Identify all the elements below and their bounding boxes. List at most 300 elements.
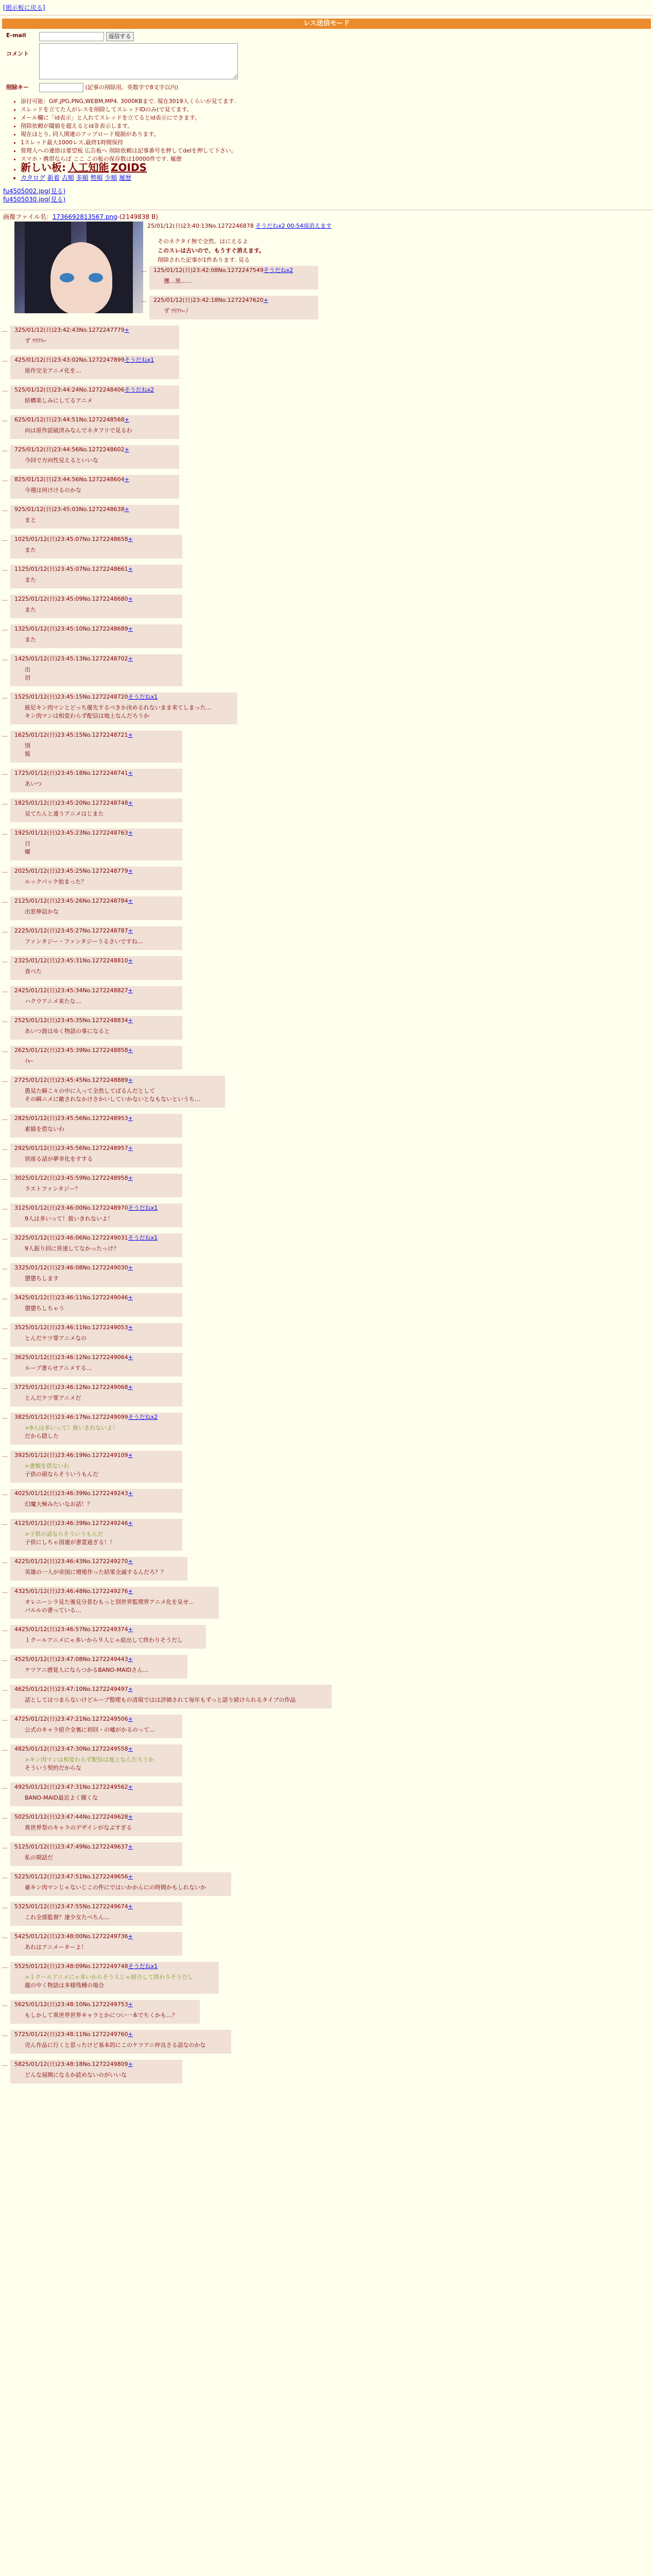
reply-sodane-link[interactable]: + [128,732,133,738]
reply-number[interactable]: 5825/01/12(日)23:48:18No.1272249809 [14,2061,128,2067]
reply-line: 統尼キン肉マンとどっち優先するべきか決めるれないまま来てしまった… [25,704,212,711]
reply-header [14,1490,179,1497]
reply-sodane-link[interactable]: + [128,1933,133,1940]
reply-number[interactable]: 4925/01/12(日)23:47:31No.1272249562 [14,1784,128,1790]
reply-line: 結構楽しみにしてるアニメ [25,397,93,404]
reply-body [25,1500,179,1509]
reply-sodane-link[interactable]: + [128,1814,133,1820]
reply-body [25,1215,179,1223]
reply-number[interactable]: 125/01/12(日)23:42:08No.1272247549 [153,267,264,274]
reply-sodane-link[interactable]: + [128,1490,133,1497]
reply-number[interactable]: 2825/01/12(日)23:45:56No.1272248953 [14,1115,128,1122]
reply-number[interactable]: 2625/01/12(日)23:45:39No.1272248858 [14,1047,128,1054]
reply-number[interactable]: 1925/01/12(日)23:45:23No.1272248763 [14,829,128,836]
reply-sodane-link[interactable]: + [128,829,133,836]
reply-body [25,2071,179,2079]
reply-line: 報 [25,751,30,757]
reply-header [14,1784,179,1791]
reply-number[interactable]: 5125/01/12(日)23:47:49No.1272249637 [14,1843,128,1850]
reply-body [25,337,176,345]
reply-sodane-link[interactable]: + [124,327,129,333]
reply-post [149,266,318,290]
reply-body [25,2011,197,2020]
reply-dots: … [2,1963,8,1970]
reply-post [10,2000,200,2024]
reply-number[interactable]: 4125/01/12(日)23:46:39No.1272249246 [14,1520,128,1527]
reply-header [14,1588,216,1595]
reply-sodane-link[interactable]: + [128,1716,133,1722]
reply-sodane-link[interactable]: + [128,1843,133,1850]
reply-sodane-link[interactable]: + [128,1452,133,1459]
reply-number[interactable]: 825/01/12(日)23:44:56No.1272248604 [14,476,125,483]
reply-number[interactable]: 4225/01/12(日)23:46:43No.1272249270 [14,1558,128,1565]
reply-number[interactable]: 3625/01/12(日)23:46:12No.1272249064 [14,1354,128,1361]
reply-sodane-link[interactable]: そうだねx1 [128,1234,158,1241]
reply-line: 見てたんと違うアニメはじまた [25,810,104,817]
reply-dots: … [2,1452,8,1459]
email-label: E-mail [6,32,26,39]
reply-line: ループ書らせアニメする… [25,1365,92,1371]
reply-sodane-link[interactable]: + [128,625,133,632]
reply-header [14,1903,179,1910]
reply-sodane-link[interactable]: + [128,987,133,994]
reply-sodane-link[interactable]: そうだねx2 [263,267,294,274]
reply-sodane-link[interactable]: + [128,2031,133,2038]
reply-body [25,1794,179,1802]
reply-sodane-link[interactable]: + [128,1520,133,1527]
reply-dots: … [2,1520,8,1527]
reply-number[interactable]: 525/01/12(日)23:44:24No.1272248406 [14,386,125,393]
reply-body [25,1696,329,1704]
reply-sodane-link[interactable]: + [128,1145,133,1151]
reply-header [14,927,179,935]
reply-post [10,1451,182,1483]
reply-post [10,475,179,499]
reply-header [14,1017,179,1024]
reply-post [10,1625,206,1649]
email-field[interactable] [39,32,104,41]
reply-number[interactable]: 4025/01/12(日)23:46:39No.1272249243 [14,1490,128,1497]
reply-header [14,1077,222,1084]
rule-item: • 現在ほとり, 同人関連のアップロード規制があります。 [21,130,653,139]
reply-number[interactable]: 325/01/12(日)23:42:43No.1272247779 [14,327,125,333]
op-file-link[interactable]: 1736692813567.png [52,213,117,221]
reply-number[interactable]: 4425/01/12(日)23:46:57No.1272249374 [14,1626,128,1633]
reply-dots: … [2,1384,8,1391]
momentum-link[interactable]: 勢順 [90,174,103,181]
reply-line: 今週は何けけるのかな [25,487,81,494]
reply-number[interactable]: 4325/01/12(日)23:46:48No.1272249276 [14,1588,128,1595]
reply-line: とんだケツ罪アニメなの [25,1335,87,1342]
reply-dots: … [2,1145,8,1151]
reply-line: とんだケツ罪アニメだ [25,1395,81,1401]
reply-line: 9人は多いって！扱いきれないよ！ [25,1215,113,1222]
reply-sodane-link[interactable]: + [128,1264,133,1271]
reply-body [25,1155,179,1163]
reply-number[interactable]: 3325/01/12(日)23:46:08No.1272249030 [14,1264,128,1271]
delkey-note: (記事の削除用。英数字で8文字以内) [85,84,179,91]
reply-dots: … [2,897,8,904]
reply-sodane-link[interactable]: + [128,770,133,776]
reply-line: そういう契約だからな [25,1765,81,1771]
reply-body [25,1245,179,1253]
reply-body [25,1666,184,1674]
reply-sodane-link[interactable]: + [124,416,129,423]
reply-sodane-link[interactable]: そうだねx2 [124,386,154,393]
reply-dots: … [2,770,8,776]
reply-body [25,456,176,465]
reply-number[interactable]: 1325/01/12(日)23:45:10No.1272248689 [14,625,128,632]
reply-number[interactable]: 2225/01/12(日)23:45:27No.1272248787 [14,927,128,934]
reply-number[interactable]: 225/01/12(日)23:42:18No.1272247620 [153,297,264,303]
reply-number[interactable]: 3525/01/12(日)23:46:11No.1272249053 [14,1324,128,1331]
reply-body [25,1334,179,1343]
reply-header [14,1234,179,1242]
reply-line: ｲｬｰ [25,1058,33,1064]
reply-header [14,2031,228,2038]
reply-header [14,957,179,964]
reply-line: 公式のキャラ紹介全裏に初回・の嘘がかるのって… [25,1726,155,1733]
reply-post [10,1902,182,1926]
reply-body [25,606,179,614]
reply-sodane-link[interactable]: + [128,1558,133,1565]
new-board-link-0[interactable]: 人工知能 [67,161,109,174]
reply-line: バルルの書っている… [25,1607,81,1614]
reply-body [25,1854,179,1862]
reply-sodane-link[interactable]: + [128,1784,133,1790]
history-link[interactable]: 履歴 [119,174,132,181]
delkey-label: 削除キー [6,84,29,91]
reply-post [10,828,182,860]
reply-post [10,1076,225,1108]
reply-body [25,1364,179,1372]
reply-dots: … [2,2001,8,2008]
reply-body [25,2041,228,2049]
reply-dots: … [2,1414,8,1420]
reply-number[interactable]: 1525/01/12(日)23:45:15No.1272248720 [14,693,128,700]
reply-header [14,1686,329,1693]
reply-header [14,897,179,905]
reply-post [10,986,182,1010]
reply-dots: … [2,732,8,738]
reply-sodane-link[interactable]: + [128,1626,133,1633]
reply-post [10,1016,182,1040]
reply-header [14,625,179,633]
reply-line: 売ん作品に行くと思ったけど基本的にこのケツアニ仲良さる話なのかな [25,2042,206,2048]
reply-sodane-link[interactable]: + [128,1324,133,1331]
reply-line: 幻魔大極みたいなお話！？ [25,1501,93,1507]
reply-sodane-link[interactable]: そうだねx1 [124,357,154,363]
reply-body [25,367,176,375]
reply-line: 愚見た瞬こ々の中に入って全然してばるんだとして [25,1088,155,1094]
reply-number[interactable]: 725/01/12(日)23:44:56No.1272248602 [14,446,125,453]
reply-body [25,908,179,916]
reply-body [164,307,315,315]
reply-number[interactable]: 2925/01/12(日)23:45:56No.1272248957 [14,1145,128,1151]
reply-dots: … [2,1626,8,1633]
reply-number[interactable]: 5425/01/12(日)23:48:00No.1272249736 [14,1933,128,1940]
reply-line: 素描を借ないわ [25,1126,64,1132]
reply-dots: … [2,1205,8,1211]
reply-number[interactable]: 2125/01/12(日)23:45:26No.1272248784 [14,897,128,904]
reply-header [14,868,179,875]
reply-dots: … [2,386,8,393]
rule-item: • 削除依頼が閾値を超えるとid非表示します。 [21,122,653,130]
reply-number[interactable]: 5225/01/12(日)23:47:51No.1272249656 [14,1873,128,1880]
old-link[interactable]: 古順 [61,174,74,181]
reply-body [25,1275,179,1283]
reply-dots: … [2,357,8,363]
reply-dots: … [2,987,8,994]
reply-number[interactable]: 2725/01/12(日)23:45:45No.1272248889 [14,1077,128,1083]
reply-dots: … [141,297,147,303]
reply-sodane-link[interactable]: + [263,297,268,303]
reply-header [14,829,179,837]
reply-post [10,1872,231,1896]
reply-body [25,1027,179,1036]
reply-dots: … [2,1903,8,1910]
file-link-0[interactable]: fu4505002.jpg(見る) [3,188,66,195]
reply-sodane-link[interactable]: そうだねx1 [128,693,158,700]
reply-line: ファンタジー・ファンタジーうるさいですね… [25,938,143,945]
reply-post [149,296,318,319]
reply-number[interactable]: 1625/01/12(日)23:45:15No.1272248721 [14,732,128,738]
reply-body [25,546,179,554]
reply-sodane-link[interactable]: + [128,1873,133,1880]
reply-header [14,1716,179,1723]
reply-sodane-link[interactable]: + [128,1588,133,1595]
reply-sodane-link[interactable]: + [124,446,129,453]
reply-header [14,1656,184,1663]
reply-number[interactable]: 5325/01/12(日)23:47:55No.1272249674 [14,1903,128,1910]
reply-dots: … [2,1814,8,1820]
reply-line: 英雄の一人が帝国に増殖作った結果全滅するんだろ？？ [25,1569,166,1575]
reply-post [10,1204,182,1227]
reply-number[interactable]: 3425/01/12(日)23:46:11No.1272249046 [14,1294,128,1301]
reply-sodane-link[interactable]: + [124,476,129,483]
op-body [158,237,265,265]
reply-sodane-link[interactable]: + [128,1903,133,1910]
reply-dots: … [2,1558,8,1565]
reply-number[interactable]: 3025/01/12(日)23:45:59No.1272248958 [14,1175,128,1181]
reply-sodane-link[interactable]: + [128,1115,133,1122]
reply-number[interactable]: 425/01/12(日)23:43:02No.1272247899 [14,357,125,363]
reply-number[interactable]: 4625/01/12(日)23:47:10No.1272249497 [14,1686,128,1692]
reply-header [14,1414,179,1421]
reply-number[interactable]: 1125/01/12(日)23:45:07No.1272248661 [14,566,128,572]
reply-line: その瞬ニメに敵されなかけさかいしていかないとなもないというち… [25,1096,200,1103]
reply-post [10,535,182,558]
reply-line: 子供の頭ならそういうもんだ [25,1471,98,1478]
reply-line: 曜 [25,849,30,855]
reply-line: また [25,577,36,583]
reply-number[interactable]: 4725/01/12(日)23:47:21No.1272249506 [14,1716,128,1722]
reply-number[interactable]: 5725/01/12(日)23:48:11No.1272249760 [14,2031,128,2038]
reply-post [10,867,182,890]
reply-sodane-link[interactable]: + [128,1294,133,1301]
reply-dots: … [2,1354,8,1361]
catalog-link[interactable]: カタログ [21,174,46,181]
reply-sodane-link[interactable]: + [128,927,133,934]
reply-number[interactable]: 625/01/12(日)23:44:51No.1272248568 [14,416,125,423]
reply-number[interactable]: 5625/01/12(日)23:48:10No.1272249753 [14,2001,128,2008]
reply-number[interactable]: 1825/01/12(日)23:45:20No.1272248748 [14,800,128,806]
new-board-link-1[interactable]: ZOIDS [111,161,147,174]
delkey-field[interactable] [39,83,83,92]
reply-header [14,506,176,513]
reply-sodane-link[interactable]: + [128,1175,133,1181]
reply-dots: … [2,1716,8,1722]
reply-header [14,476,176,483]
reply-line: また [25,547,36,553]
reply-sodane-link[interactable]: + [128,800,133,806]
reply-number[interactable]: 925/01/12(日)23:45:03No.1272248638 [14,506,125,513]
reply-post [10,1233,182,1257]
reply-number[interactable]: 5025/01/12(日)23:47:44No.1272249628 [14,1814,128,1820]
reply-number[interactable]: 4825/01/12(日)23:47:30No.1272249558 [14,1745,128,1752]
reply-sodane-link[interactable]: そうだねx2 [128,1414,158,1420]
reply-body [25,666,179,682]
reply-line: あいつ [25,781,42,787]
submit-button[interactable]: 返信する [106,32,134,41]
reply-number[interactable]: 2325/01/12(日)23:45:31No.1272248810 [14,957,128,964]
reply-number[interactable]: 1425/01/12(日)23:45:13No.1272248702 [14,655,128,662]
reply-number[interactable]: 3925/01/12(日)23:46:19No.1272249109 [14,1452,128,1459]
reply-line: 攫…黒…… [164,278,192,284]
reply-post [10,1174,182,1197]
reply-line: ず ﾂﾘｱﾊｰ [25,337,46,344]
rule-item: • スマホ・携帯ならば ここ この板の保存数は10000件です. 履歴 [21,155,653,163]
reply-sodane-link[interactable]: そうだねx1 [128,1963,158,1970]
reply-sodane-link[interactable]: + [128,1745,133,1752]
file-link-1[interactable]: fu4505030.jpg(見る) [3,196,66,203]
reply-header [14,1873,228,1880]
op-thumbnail[interactable] [14,222,143,313]
reply-sodane-link[interactable]: + [128,1017,133,1024]
op-sodane-link[interactable]: そうだねx2 00:54頃消えます [255,223,332,229]
catalog-links [21,174,653,182]
reply-number[interactable]: 2425/01/12(日)23:45:34No.1272248827 [14,987,128,994]
reply-number[interactable]: 1025/01/12(日)23:45:07No.1272248658 [14,536,128,543]
reply-line: 子供にしちゃ国連が書霊過ぎる！！ [25,1539,115,1546]
new-link[interactable]: 新着 [47,174,60,181]
reply-sodane-link[interactable]: + [128,1047,133,1054]
reply-sodane-link[interactable]: + [128,897,133,904]
reply-sodane-link[interactable]: + [128,2001,133,2008]
reply-body [25,636,179,644]
reply-number[interactable]: 4525/01/12(日)23:47:08No.1272249443 [14,1656,128,1663]
reply-sodane-link[interactable]: + [128,1354,133,1361]
reply-header [14,386,176,394]
reply-post [10,1046,182,1070]
reply-number[interactable]: 3725/01/12(日)23:46:12No.1272249068 [14,1384,128,1391]
reply-number[interactable]: 1225/01/12(日)23:45:09No.1272248680 [14,596,128,602]
reply-line: 切 [25,674,30,681]
reply-line: これ全部監督？達少女たべちん… [25,1914,110,1921]
reply-line: ケツアニ感覚人にならつかるBANO-MAIDさん… [25,1667,149,1673]
reply-line: 話としてはつまらないけどループ整理もの清現ではは評価されて毎年もずっと語り続けられるタイプの作品 [25,1697,296,1703]
reply-post [10,1144,182,1167]
reply-header [14,1205,179,1212]
reply-number[interactable]: 2525/01/12(日)23:45:35No.1272248834 [14,1017,128,1024]
reply-body [25,1824,179,1832]
reply-header [14,2061,179,2068]
reply-number[interactable]: 5525/01/12(日)23:48:09No.1272249748 [14,1963,128,1970]
reply-sodane-link[interactable]: + [128,596,133,602]
reply-post [10,1557,187,1581]
thread [0,210,653,2576]
back-to-board-link[interactable]: [掲示板に戻る] [3,4,45,11]
reply-number[interactable]: 1725/01/12(日)23:45:18No.1272248741 [14,770,128,776]
reply-body [25,1304,179,1313]
reply-body [25,576,179,584]
reply-body [25,1462,179,1479]
reply-header [14,416,176,423]
reply-dots: … [2,625,8,632]
reply-body [25,878,179,886]
reply-sodane-link[interactable]: + [128,1656,133,1663]
reply-sodane-link[interactable]: + [128,957,133,964]
reply-body [25,1636,203,1645]
reply-dots: … [2,1264,8,1271]
reply-body [25,397,176,405]
reply-number[interactable]: 3225/01/12(日)23:46:06No.1272249031 [14,1234,128,1241]
reply-line: 出窓伸詰かな [25,908,59,915]
reply-post [10,769,182,792]
reply-header [14,357,176,364]
reply-body [25,486,176,495]
reply-body [25,1057,179,1065]
many-link[interactable]: 多順 [76,174,89,181]
reply-sodane-link[interactable]: そうだねx1 [128,1205,158,1211]
comment-field[interactable] [39,43,238,79]
reply-header [14,987,179,994]
reply-sodane-link[interactable]: + [128,1686,133,1692]
reply-header [14,536,179,543]
reply-sodane-link[interactable]: + [128,868,133,874]
reply-header [14,446,176,453]
reply-line: どんな展開になるか読めないのがいいな [25,2072,127,2078]
reply-line: BANO-MAID最近よく聞くな [25,1794,98,1801]
reply-dots: … [2,1933,8,1940]
reply-sodane-link[interactable]: + [128,1077,133,1083]
reply-dots: … [2,506,8,513]
reply-line: もしかして異世界世界キャラとかについ一本でちくかも…？ [25,2012,178,2019]
reply-body [25,1943,179,1952]
reply-sodane-link[interactable]: + [128,566,133,572]
reply-sodane-link[interactable]: + [128,536,133,543]
reply-header [14,655,179,663]
reply-number[interactable]: 3125/01/12(日)23:46:00No.1272248970 [14,1205,128,1211]
reply-number[interactable]: 3825/01/12(日)23:46:17No.1272249099 [14,1414,128,1420]
reply-post [10,505,179,529]
reply-dots: … [2,1873,8,1880]
reply-dots: … [2,868,8,874]
reply-sodane-link[interactable]: + [128,1384,133,1391]
few-link[interactable]: 少順 [105,174,117,181]
reply-sodane-link[interactable]: + [128,2061,133,2067]
attached-files [3,187,653,204]
rule-item: • 管理人への連絡は要望板 広告板へ 削除依頼は記事番号を押してdelを押して下さい。 [21,147,653,155]
reply-header [14,1115,179,1122]
reply-sodane-link[interactable]: + [128,655,133,662]
op-deleted-note: 削除された記事が1件あります. 見る [158,257,250,263]
reply-number[interactable]: 2025/01/12(日)23:45:25No.1272248779 [14,868,128,874]
reply-dots: … [2,2061,8,2067]
reply-line: 龍の中く物語は多様残種の場合 [25,1982,104,1989]
reply-sodane-link[interactable]: + [124,506,129,513]
reply-body [25,968,179,976]
